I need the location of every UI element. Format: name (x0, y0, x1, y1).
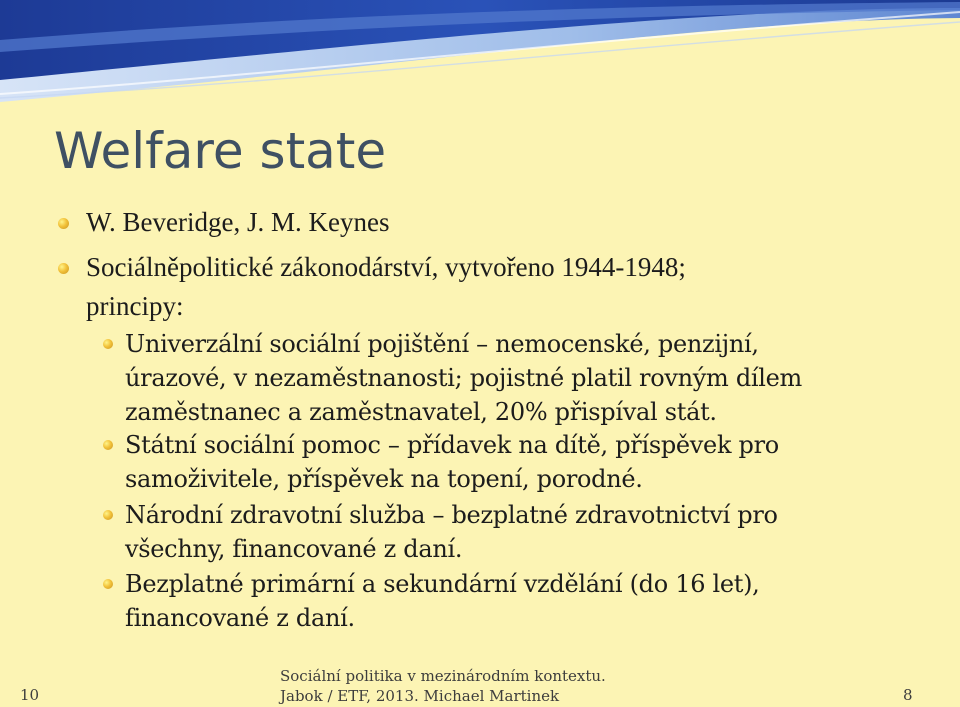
bullet-text: všechny, financované z daní. (125, 535, 463, 563)
footer-citation (280, 666, 606, 706)
bullet-dot-icon (103, 510, 113, 520)
bullet-text: úrazové, v nezaměstnanosti; pojistné platil rovným dílem (125, 364, 803, 392)
slide-title: Welfare state (54, 122, 387, 180)
bullet-text: zaměstnanec a zaměstnavatel, 20% přispíval stát. (125, 398, 717, 426)
bullet-dot-icon (103, 579, 113, 589)
bullet-dot-icon (58, 218, 69, 229)
bullet-text: samoživitele, příspěvek na topení, porodné. (125, 465, 643, 493)
footer-citation-line: Jabok / ETF, 2013. Michael Martinek (280, 687, 560, 705)
bullet-text: financované z daní. (125, 604, 355, 632)
bullet-text: W. Beveridge, J. M. Keynes (86, 207, 390, 237)
bullet-text: Sociálněpolitické zákonodárství, vytvořeno 1944-1948; (86, 252, 686, 282)
bullet-dot-icon (103, 440, 113, 450)
footer-left-number: 10 (20, 686, 40, 704)
slide-number: 8 (903, 686, 913, 704)
bullet-dot-icon (58, 263, 69, 274)
footer-citation-line: Sociální politika v mezinárodním kontextu. (280, 667, 606, 685)
bullet-text: Státní sociální pomoc – přídavek na dítě, příspěvek pro (125, 431, 779, 459)
bullet-text: Univerzální sociální pojištění – nemocenské, penzijní, (125, 330, 759, 358)
bullet-text: Národní zdravotní služba – bezplatné zdravotnictví pro (125, 501, 778, 529)
bullet-text: Bezplatné primární a sekundární vzdělání (do 16 let), (125, 570, 760, 598)
bullet-text: principy: (86, 291, 184, 321)
bullet-dot-icon (103, 339, 113, 349)
header-wave-decoration (0, 0, 960, 110)
